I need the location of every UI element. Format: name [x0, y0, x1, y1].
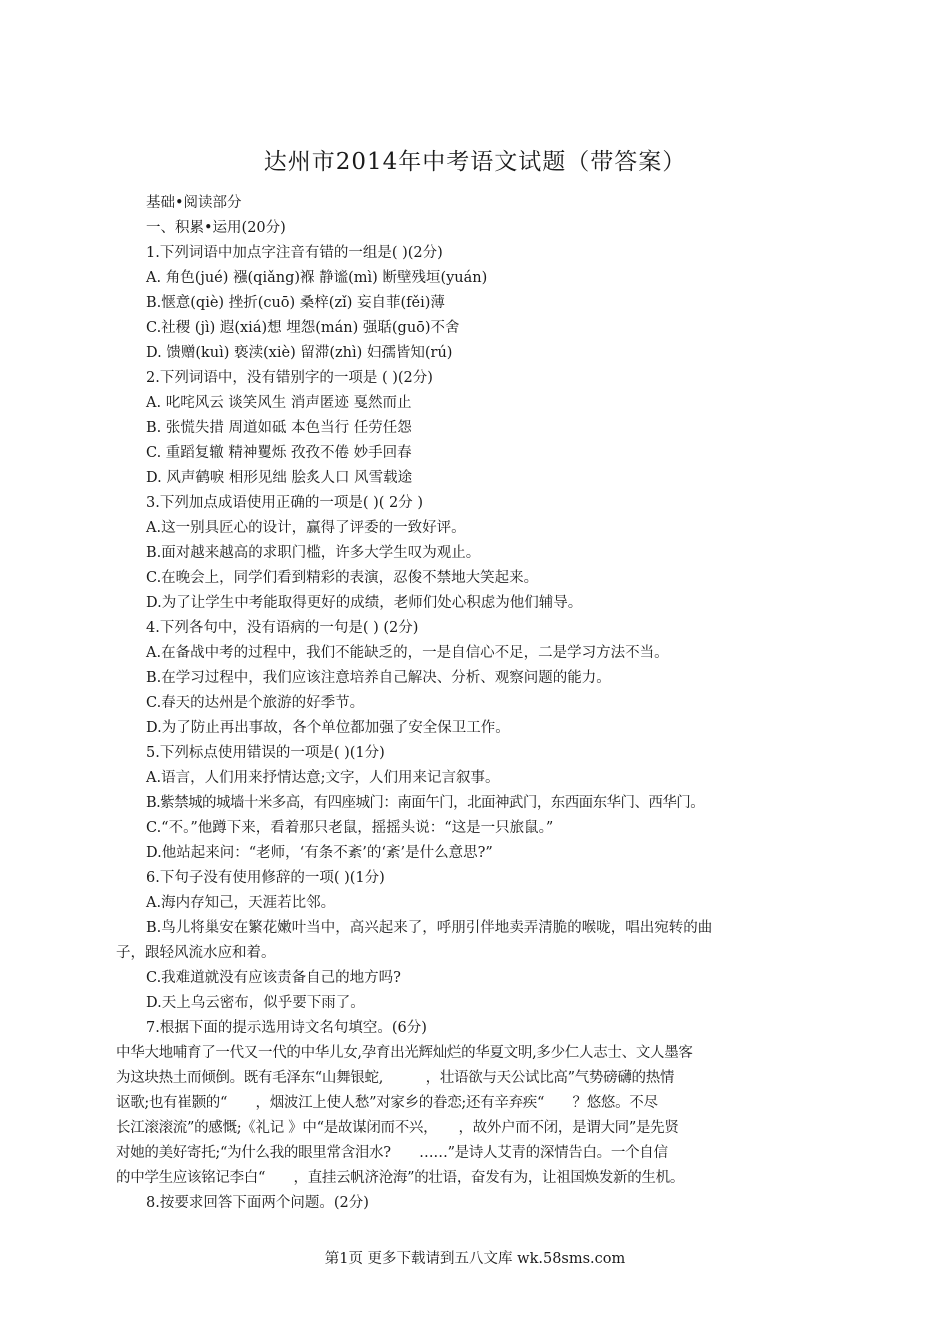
question-stem: 2.下列词语中，没有错别字的一项是 ( )(2分)	[146, 370, 433, 386]
answer-option: C.我难道就没有应该责备自己的地方吗?	[146, 970, 401, 986]
answer-option: C.社稷 (jì) 遐(xiá)想 埋怨(mán) 强聒(guō)不舍	[146, 320, 460, 336]
answer-option: A. 角色(jué) 襁(qiǎng)褓 静谧(mì) 断壁残垣(yuán)	[146, 270, 488, 286]
paragraph-line: 的中学生应该铭记李白“ ，直挂云帆济沧海”的壮语，奋发有为，让祖国焕发新的生机。	[116, 1170, 685, 1186]
paragraph-line: 中华大地哺育了一代又一代的中华儿女,孕育出光辉灿烂的华夏文明,多少仁人志士、文人墨客	[116, 1045, 693, 1061]
answer-option: B.惬意(qiè) 挫折(cuō) 桑梓(zǐ) 妄自菲(fěi)薄	[146, 295, 445, 311]
question-stem: 6.下句子没有使用修辞的一项( )(1分)	[146, 870, 385, 886]
question-stem: 1.下列词语中加点字注音有错的一组是( )(2分)	[146, 245, 443, 261]
section-heading: 基础•阅读部分	[146, 195, 242, 211]
answer-option: B.紫禁城的城墙十米多高，有四座城门：南面午门，北面神武门，东西面东华门、西华门。	[146, 795, 705, 811]
answer-option: D.为了防止再出事故，各个单位都加强了安全保卫工作。	[146, 720, 510, 736]
answer-option: A. 叱咤风云 谈笑风生 消声匿迹 戛然而止	[146, 395, 412, 411]
answer-option: C. 重蹈复辙 精神矍烁 孜孜不倦 妙手回春	[146, 445, 412, 461]
paragraph-line: 为这块热土而倾倒。既有毛泽东“山舞银蛇, ，壮语欲与天公试比高”气势磅礴的热情	[116, 1070, 675, 1086]
answer-option: D. 风声鹤唳 相形见绌 脍炙人口 风雪载途	[146, 470, 413, 486]
answer-option: B. 张慌失措 周道如砥 本色当行 任劳任怨	[146, 420, 412, 436]
question-stem: 3.下列加点成语使用正确的一项是( )( 2分 )	[146, 495, 424, 511]
answer-option: B.在学习过程中，我们应该注意培养自己解决、分析、观察问题的能力。	[146, 670, 611, 686]
question-stem: 8.按要求回答下面两个问题。(2分)	[146, 1195, 369, 1211]
document-title: 达州市2014年中考语文试题（带答案）	[263, 149, 687, 175]
answer-option: C.春天的达州是个旅游的好季节。	[146, 695, 365, 711]
answer-option: 子，跟轻风流水应和着。	[116, 945, 276, 961]
paragraph-line: 长江滚滚流”的感慨;《礼记 》中“是故谋闭而不兴， ，故外户而不闭，是谓大同”是先贤	[116, 1120, 679, 1136]
answer-option: C.在晚会上，同学们看到精彩的表演，忍俊不禁地大笑起来。	[146, 570, 539, 586]
question-stem: 4.下列各句中，没有语病的一句是( ) (2分)	[146, 620, 419, 636]
section-heading: 一、积累•运用(20分)	[146, 220, 286, 236]
question-stem: 5.下列标点使用错误的一项是( )(1分)	[146, 745, 385, 761]
paragraph-line: 对她的美好寄托;“为什么我的眼里常含泪水? ……”是诗人艾青的深情告白。一个自信	[116, 1145, 668, 1161]
answer-option: D.为了让学生中考能取得更好的成绩，老师们处心积虑为他们辅导。	[146, 595, 583, 611]
answer-option: D. 馈赠(kuì) 亵渎(xiè) 留滞(zhì) 妇孺皆知(rú)	[146, 345, 453, 361]
answer-option: A.海内存知己，天涯若比邻。	[146, 895, 336, 911]
answer-option: B.面对越来越高的求职门槛，许多大学生叹为观止。	[146, 545, 481, 561]
answer-option: A.语言，人们用来抒情达意;文字，人们用来记言叙事。	[146, 770, 500, 786]
answer-option: A.这一别具匠心的设计，赢得了评委的一致好评。	[146, 520, 466, 536]
answer-option: D.天上乌云密布，似乎要下雨了。	[146, 995, 365, 1011]
answer-option: C.“不。”他蹲下来，看着那只老鼠，摇摇头说：“这是一只旅鼠。”	[146, 820, 554, 836]
page-footer: 第1页 更多下载请到五八文库 wk.58sms.com	[324, 1251, 626, 1267]
answer-option: D.他站起来问：“老师，‘有条不紊’的‘紊’是什么意思?”	[146, 845, 493, 861]
question-stem: 7.根据下面的提示选用诗文名句填空。(6分)	[146, 1020, 427, 1036]
answer-option: B.鸟儿将巢安在繁花嫩叶当中，高兴起来了，呼朋引伴地卖弄清脆的喉咙，唱出宛转的曲	[146, 920, 713, 936]
paragraph-line: 讴歌;也有崔颢的“ ，烟波江上使人愁”对家乡的眷恋;还有辛弃疾“ ？悠悠。不尽	[116, 1095, 658, 1111]
answer-option: A.在备战中考的过程中，我们不能缺乏的，一是自信心不足，二是学习方法不当。	[146, 645, 669, 661]
